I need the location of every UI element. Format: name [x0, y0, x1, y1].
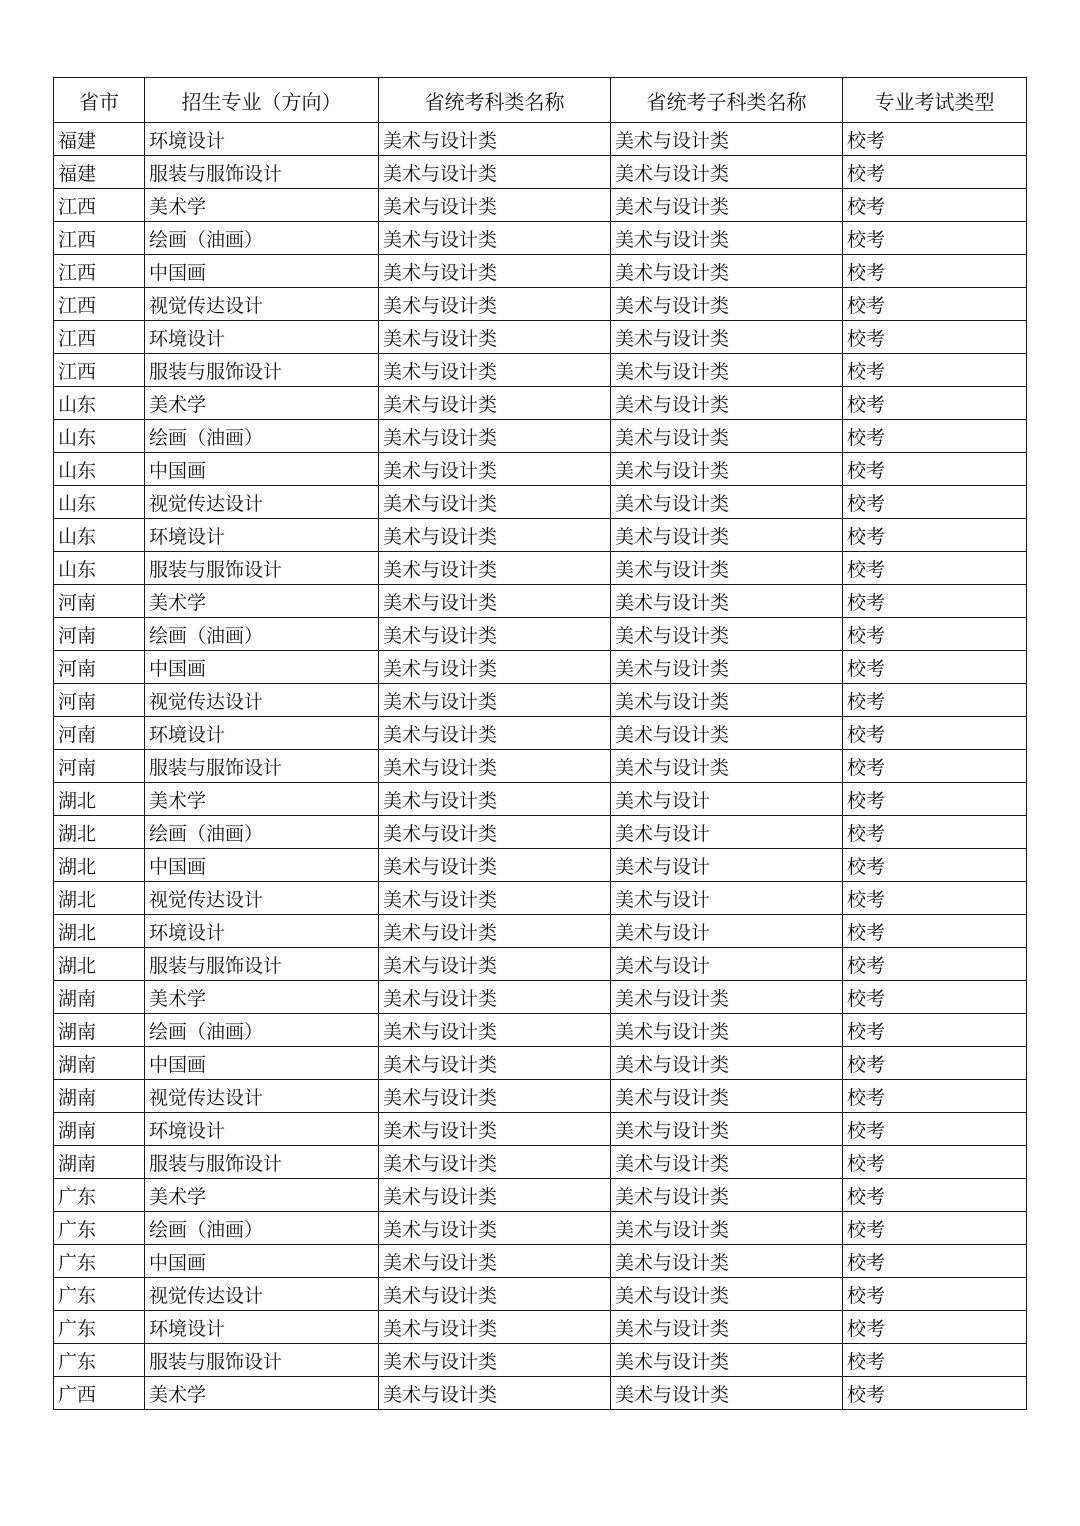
cell-exam-category: 美术与设计类 [379, 123, 611, 156]
cell-exam-category: 美术与设计类 [379, 651, 611, 684]
table-row [54, 1311, 1027, 1344]
cell-exam-type: 校考 [843, 189, 1027, 222]
cell-exam-category: 美术与设计类 [379, 255, 611, 288]
cell-exam-type: 校考 [843, 783, 1027, 816]
table-row [54, 222, 1027, 255]
cell-major: 环境设计 [145, 123, 379, 156]
cell-province: 河南 [54, 684, 145, 717]
cell-major: 美术学 [145, 783, 379, 816]
cell-exam-type: 校考 [843, 552, 1027, 585]
admissions-table [53, 77, 1027, 1410]
cell-exam-subcategory: 美术与设计类 [611, 585, 843, 618]
cell-major: 绘画（油画） [145, 1014, 379, 1047]
cell-major: 环境设计 [145, 519, 379, 552]
cell-exam-subcategory: 美术与设计类 [611, 1311, 843, 1344]
cell-exam-type: 校考 [843, 156, 1027, 189]
cell-exam-category: 美术与设计类 [379, 222, 611, 255]
cell-exam-category: 美术与设计类 [379, 354, 611, 387]
table-row [54, 981, 1027, 1014]
cell-exam-category: 美术与设计类 [379, 156, 611, 189]
cell-exam-category: 美术与设计类 [379, 783, 611, 816]
table-row [54, 453, 1027, 486]
cell-exam-category: 美术与设计类 [379, 1113, 611, 1146]
cell-major: 服装与服饰设计 [145, 1146, 379, 1179]
cell-exam-type: 校考 [843, 816, 1027, 849]
table-row [54, 1047, 1027, 1080]
cell-province: 湖南 [54, 981, 145, 1014]
cell-exam-type: 校考 [843, 1179, 1027, 1212]
cell-major: 服装与服饰设计 [145, 948, 379, 981]
cell-province: 湖北 [54, 849, 145, 882]
cell-province: 河南 [54, 618, 145, 651]
table-row [54, 1344, 1027, 1377]
table-row [54, 420, 1027, 453]
cell-major: 服装与服饰设计 [145, 750, 379, 783]
table-row [54, 519, 1027, 552]
cell-exam-category: 美术与设计类 [379, 915, 611, 948]
cell-exam-subcategory: 美术与设计类 [611, 519, 843, 552]
cell-exam-type: 校考 [843, 618, 1027, 651]
cell-exam-category: 美术与设计类 [379, 453, 611, 486]
table-row [54, 684, 1027, 717]
table-row [54, 1146, 1027, 1179]
cell-province: 广东 [54, 1245, 145, 1278]
cell-major: 美术学 [145, 585, 379, 618]
cell-major: 视觉传达设计 [145, 1278, 379, 1311]
cell-exam-type: 校考 [843, 1344, 1027, 1377]
cell-exam-type: 校考 [843, 453, 1027, 486]
table-row [54, 915, 1027, 948]
cell-exam-type: 校考 [843, 915, 1027, 948]
cell-exam-subcategory: 美术与设计 [611, 882, 843, 915]
cell-exam-category: 美术与设计类 [379, 552, 611, 585]
cell-exam-subcategory: 美术与设计类 [611, 1344, 843, 1377]
table-row [54, 255, 1027, 288]
cell-exam-subcategory: 美术与设计类 [611, 1146, 843, 1179]
cell-major: 美术学 [145, 1179, 379, 1212]
cell-exam-type: 校考 [843, 519, 1027, 552]
header-row [54, 78, 1027, 123]
table-row [54, 783, 1027, 816]
table-row [54, 882, 1027, 915]
cell-exam-category: 美术与设计类 [379, 288, 611, 321]
cell-exam-category: 美术与设计类 [379, 519, 611, 552]
table-row [54, 123, 1027, 156]
cell-exam-category: 美术与设计类 [379, 1344, 611, 1377]
cell-exam-type: 校考 [843, 321, 1027, 354]
cell-province: 江西 [54, 255, 145, 288]
cell-major: 美术学 [145, 981, 379, 1014]
cell-exam-type: 校考 [843, 981, 1027, 1014]
cell-exam-type: 校考 [843, 420, 1027, 453]
cell-exam-category: 美术与设计类 [379, 387, 611, 420]
cell-exam-type: 校考 [843, 354, 1027, 387]
cell-exam-subcategory: 美术与设计 [611, 816, 843, 849]
cell-exam-type: 校考 [843, 1146, 1027, 1179]
cell-province: 湖北 [54, 816, 145, 849]
cell-major: 环境设计 [145, 717, 379, 750]
cell-major: 绘画（油画） [145, 222, 379, 255]
cell-exam-subcategory: 美术与设计类 [611, 1179, 843, 1212]
cell-province: 广东 [54, 1179, 145, 1212]
cell-province: 江西 [54, 288, 145, 321]
table-row [54, 618, 1027, 651]
cell-exam-subcategory: 美术与设计类 [611, 1014, 843, 1047]
table-row [54, 321, 1027, 354]
cell-exam-subcategory: 美术与设计类 [611, 684, 843, 717]
cell-exam-category: 美术与设计类 [379, 750, 611, 783]
cell-exam-subcategory: 美术与设计类 [611, 1278, 843, 1311]
cell-major: 环境设计 [145, 915, 379, 948]
table-row [54, 486, 1027, 519]
cell-exam-type: 校考 [843, 1278, 1027, 1311]
table-row [54, 1113, 1027, 1146]
cell-exam-subcategory: 美术与设计类 [611, 1212, 843, 1245]
table-row [54, 585, 1027, 618]
cell-major: 绘画（油画） [145, 618, 379, 651]
cell-exam-category: 美术与设计类 [379, 684, 611, 717]
cell-exam-category: 美术与设计类 [379, 1179, 611, 1212]
cell-exam-type: 校考 [843, 1212, 1027, 1245]
cell-major: 中国画 [145, 1047, 379, 1080]
table-row [54, 156, 1027, 189]
cell-major: 中国画 [145, 651, 379, 684]
cell-province: 广西 [54, 1377, 145, 1410]
cell-exam-category: 美术与设计类 [379, 1146, 611, 1179]
cell-exam-type: 校考 [843, 882, 1027, 915]
cell-exam-category: 美术与设计类 [379, 1311, 611, 1344]
cell-province: 福建 [54, 156, 145, 189]
cell-exam-subcategory: 美术与设计类 [611, 717, 843, 750]
cell-major: 美术学 [145, 387, 379, 420]
cell-province: 江西 [54, 321, 145, 354]
cell-exam-category: 美术与设计类 [379, 486, 611, 519]
table-row [54, 849, 1027, 882]
cell-exam-subcategory: 美术与设计类 [611, 354, 843, 387]
cell-major: 中国画 [145, 453, 379, 486]
table-row [54, 1278, 1027, 1311]
cell-exam-subcategory: 美术与设计类 [611, 1377, 843, 1410]
cell-exam-category: 美术与设计类 [379, 321, 611, 354]
cell-exam-type: 校考 [843, 948, 1027, 981]
cell-province: 广东 [54, 1344, 145, 1377]
cell-major: 环境设计 [145, 1113, 379, 1146]
cell-exam-type: 校考 [843, 585, 1027, 618]
cell-exam-subcategory: 美术与设计类 [611, 1113, 843, 1146]
table-row [54, 288, 1027, 321]
cell-exam-type: 校考 [843, 486, 1027, 519]
cell-exam-category: 美术与设计类 [379, 1212, 611, 1245]
table-row [54, 1377, 1027, 1410]
table-body [54, 123, 1027, 1410]
cell-province: 江西 [54, 222, 145, 255]
cell-exam-subcategory: 美术与设计类 [611, 255, 843, 288]
cell-exam-category: 美术与设计类 [379, 1014, 611, 1047]
cell-exam-subcategory: 美术与设计类 [611, 453, 843, 486]
cell-exam-type: 校考 [843, 1014, 1027, 1047]
cell-exam-type: 校考 [843, 750, 1027, 783]
table-row [54, 948, 1027, 981]
cell-province: 江西 [54, 189, 145, 222]
table-row [54, 1245, 1027, 1278]
cell-province: 广东 [54, 1212, 145, 1245]
cell-exam-type: 校考 [843, 387, 1027, 420]
cell-exam-type: 校考 [843, 1080, 1027, 1113]
cell-exam-subcategory: 美术与设计类 [611, 552, 843, 585]
cell-major: 服装与服饰设计 [145, 1344, 379, 1377]
cell-major: 视觉传达设计 [145, 684, 379, 717]
cell-province: 福建 [54, 123, 145, 156]
cell-exam-category: 美术与设计类 [379, 948, 611, 981]
cell-major: 服装与服饰设计 [145, 156, 379, 189]
cell-province: 河南 [54, 585, 145, 618]
cell-exam-category: 美术与设计类 [379, 882, 611, 915]
cell-major: 服装与服饰设计 [145, 354, 379, 387]
cell-major: 环境设计 [145, 321, 379, 354]
cell-province: 湖北 [54, 948, 145, 981]
cell-province: 广东 [54, 1311, 145, 1344]
cell-exam-category: 美术与设计类 [379, 816, 611, 849]
cell-exam-type: 校考 [843, 1311, 1027, 1344]
header-exam-subcategory: 省统考子科类名称 [611, 78, 843, 123]
cell-exam-subcategory: 美术与设计类 [611, 156, 843, 189]
cell-major: 视觉传达设计 [145, 486, 379, 519]
cell-major: 视觉传达设计 [145, 1080, 379, 1113]
cell-exam-type: 校考 [843, 651, 1027, 684]
cell-province: 广东 [54, 1278, 145, 1311]
cell-exam-subcategory: 美术与设计类 [611, 750, 843, 783]
cell-province: 河南 [54, 717, 145, 750]
cell-exam-category: 美术与设计类 [379, 618, 611, 651]
cell-exam-category: 美术与设计类 [379, 849, 611, 882]
cell-province: 湖北 [54, 915, 145, 948]
cell-exam-type: 校考 [843, 1245, 1027, 1278]
cell-exam-category: 美术与设计类 [379, 1278, 611, 1311]
cell-province: 湖南 [54, 1047, 145, 1080]
table-row [54, 717, 1027, 750]
cell-exam-type: 校考 [843, 288, 1027, 321]
cell-major: 视觉传达设计 [145, 882, 379, 915]
cell-exam-type: 校考 [843, 717, 1027, 750]
cell-exam-subcategory: 美术与设计类 [611, 1080, 843, 1113]
cell-province: 山东 [54, 420, 145, 453]
cell-exam-category: 美术与设计类 [379, 717, 611, 750]
cell-exam-category: 美术与设计类 [379, 1080, 611, 1113]
cell-province: 湖南 [54, 1080, 145, 1113]
cell-exam-subcategory: 美术与设计类 [611, 981, 843, 1014]
table-row [54, 651, 1027, 684]
cell-exam-type: 校考 [843, 255, 1027, 288]
cell-exam-type: 校考 [843, 222, 1027, 255]
cell-exam-subcategory: 美术与设计类 [611, 387, 843, 420]
cell-province: 山东 [54, 486, 145, 519]
cell-exam-type: 校考 [843, 1047, 1027, 1080]
table-row [54, 354, 1027, 387]
cell-exam-type: 校考 [843, 1377, 1027, 1410]
cell-major: 中国画 [145, 849, 379, 882]
cell-major: 视觉传达设计 [145, 288, 379, 321]
cell-exam-subcategory: 美术与设计类 [611, 1245, 843, 1278]
header-exam-category: 省统考科类名称 [379, 78, 611, 123]
cell-exam-subcategory: 美术与设计 [611, 948, 843, 981]
cell-exam-subcategory: 美术与设计类 [611, 321, 843, 354]
cell-major: 环境设计 [145, 1311, 379, 1344]
cell-major: 绘画（油画） [145, 420, 379, 453]
cell-exam-type: 校考 [843, 123, 1027, 156]
cell-exam-type: 校考 [843, 1113, 1027, 1146]
cell-exam-category: 美术与设计类 [379, 1377, 611, 1410]
cell-exam-category: 美术与设计类 [379, 1245, 611, 1278]
cell-exam-subcategory: 美术与设计 [611, 849, 843, 882]
cell-exam-subcategory: 美术与设计类 [611, 189, 843, 222]
header-exam-type: 专业考试类型 [843, 78, 1027, 123]
header-province: 省市 [54, 78, 145, 123]
cell-province: 湖南 [54, 1014, 145, 1047]
cell-exam-subcategory: 美术与设计类 [611, 222, 843, 255]
cell-exam-subcategory: 美术与设计类 [611, 486, 843, 519]
cell-province: 湖北 [54, 783, 145, 816]
cell-province: 湖南 [54, 1113, 145, 1146]
cell-exam-category: 美术与设计类 [379, 981, 611, 1014]
cell-exam-category: 美术与设计类 [379, 189, 611, 222]
table-row [54, 1080, 1027, 1113]
cell-province: 河南 [54, 651, 145, 684]
cell-province: 山东 [54, 519, 145, 552]
cell-major: 绘画（油画） [145, 816, 379, 849]
cell-major: 服装与服饰设计 [145, 552, 379, 585]
cell-province: 山东 [54, 453, 145, 486]
cell-major: 美术学 [145, 1377, 379, 1410]
table-row [54, 1212, 1027, 1245]
cell-province: 河南 [54, 750, 145, 783]
cell-province: 山东 [54, 387, 145, 420]
table-row [54, 1014, 1027, 1047]
cell-exam-type: 校考 [843, 849, 1027, 882]
cell-major: 中国画 [145, 255, 379, 288]
cell-province: 湖北 [54, 882, 145, 915]
cell-exam-subcategory: 美术与设计类 [611, 651, 843, 684]
table-row [54, 816, 1027, 849]
table-row [54, 189, 1027, 222]
cell-province: 山东 [54, 552, 145, 585]
header-major: 招生专业（方向） [145, 78, 379, 123]
cell-province: 湖南 [54, 1146, 145, 1179]
cell-exam-subcategory: 美术与设计 [611, 915, 843, 948]
table-row [54, 552, 1027, 585]
cell-major: 中国画 [145, 1245, 379, 1278]
table-row [54, 1179, 1027, 1212]
cell-major: 绘画（油画） [145, 1212, 379, 1245]
cell-exam-type: 校考 [843, 684, 1027, 717]
cell-exam-subcategory: 美术与设计类 [611, 420, 843, 453]
table-row [54, 387, 1027, 420]
cell-exam-category: 美术与设计类 [379, 1047, 611, 1080]
cell-exam-category: 美术与设计类 [379, 585, 611, 618]
cell-exam-subcategory: 美术与设计类 [611, 288, 843, 321]
cell-exam-subcategory: 美术与设计类 [611, 618, 843, 651]
cell-major: 美术学 [145, 189, 379, 222]
cell-exam-subcategory: 美术与设计类 [611, 123, 843, 156]
cell-exam-subcategory: 美术与设计 [611, 783, 843, 816]
cell-province: 江西 [54, 354, 145, 387]
table-row [54, 750, 1027, 783]
cell-exam-category: 美术与设计类 [379, 420, 611, 453]
cell-exam-subcategory: 美术与设计类 [611, 1047, 843, 1080]
